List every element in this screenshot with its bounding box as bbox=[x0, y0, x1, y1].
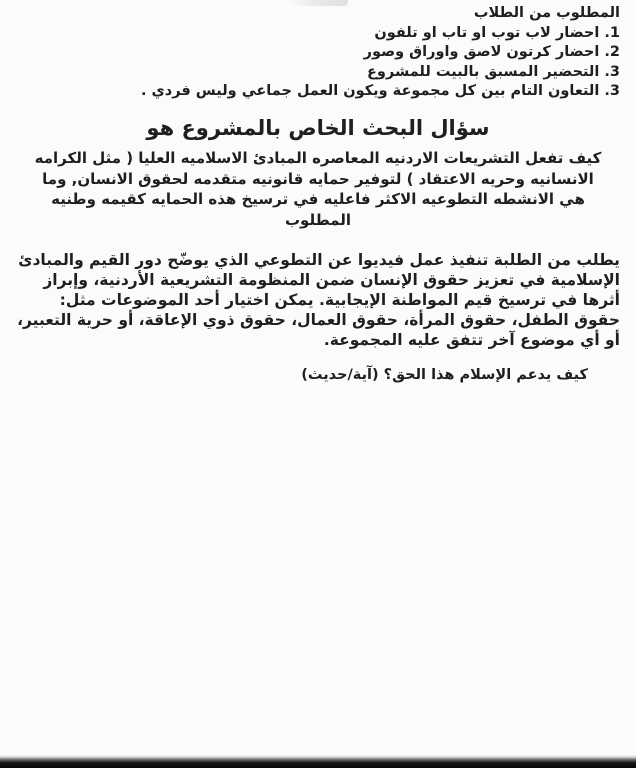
task-line: يطلب من الطلبة تنفيذ عمل فيديوا عن التطوعي الذي يوضّح دور القيم والمبادئ bbox=[18, 251, 620, 269]
task-line: أو أي موضوع آخر تتفق عليه المجموعة. bbox=[323, 331, 620, 349]
requirements-section bbox=[16, 4, 620, 102]
task-line: حقوق الطفل، حقوق المرأة، حقوق العمال، حقوق ذوي الإعاقة، أو حرية التعبير، bbox=[17, 311, 620, 329]
research-question-required-label: المطلوب bbox=[284, 210, 352, 229]
requirement-item: 2. احضار كرتون لاصق واوراق وصور bbox=[363, 44, 620, 60]
islam-support-question: كيف يدعم الإسلام هذا الحق؟ (آية/حديث) bbox=[301, 367, 588, 383]
requirement-item: 3. التعاون التام بين كل مجموعة ويكون العمل جماعي وليس فردي . bbox=[140, 83, 620, 99]
scan-edge-bar bbox=[0, 755, 636, 768]
task-line: الإسلامية في تعزيز حقوق الإنسان ضمن المنظومة التشريعية الأردنية، وإبراز bbox=[43, 271, 620, 289]
requirement-item: 1. احضار لاب توب او تاب او تلفون bbox=[374, 24, 620, 41]
requirements-title: المطلوب من الطلاب bbox=[473, 5, 620, 21]
research-question-line: هي الانشطه التطوعيه الاكثر فاعليه في ترسيخ هذه الحمايه كقيمه وطنيه bbox=[51, 190, 585, 208]
task-line: أثرها في ترسيخ قيم المواطنة الإيجابية. يمكن اختيار أحد الموضوعات مثل: bbox=[59, 291, 620, 309]
research-question-body bbox=[16, 148, 620, 230]
research-question-heading: سؤال البحث الخاص بالمشروع هو bbox=[146, 116, 490, 140]
research-question-line: الانسانيه وحريه الاعتقاد ) لتوفير حمايه قانونيه متقدمه لحقوق الانسان, وما bbox=[42, 169, 594, 188]
requirement-item: 3. التحضير المسبق بالبيت للمشروع bbox=[367, 63, 620, 80]
research-question-line: كيف تفعل التشريعات الاردنيه المعاصره المبادئ الاسلاميه العليا ( مثل الكرامه bbox=[34, 149, 602, 167]
task-paragraph bbox=[16, 250, 620, 350]
